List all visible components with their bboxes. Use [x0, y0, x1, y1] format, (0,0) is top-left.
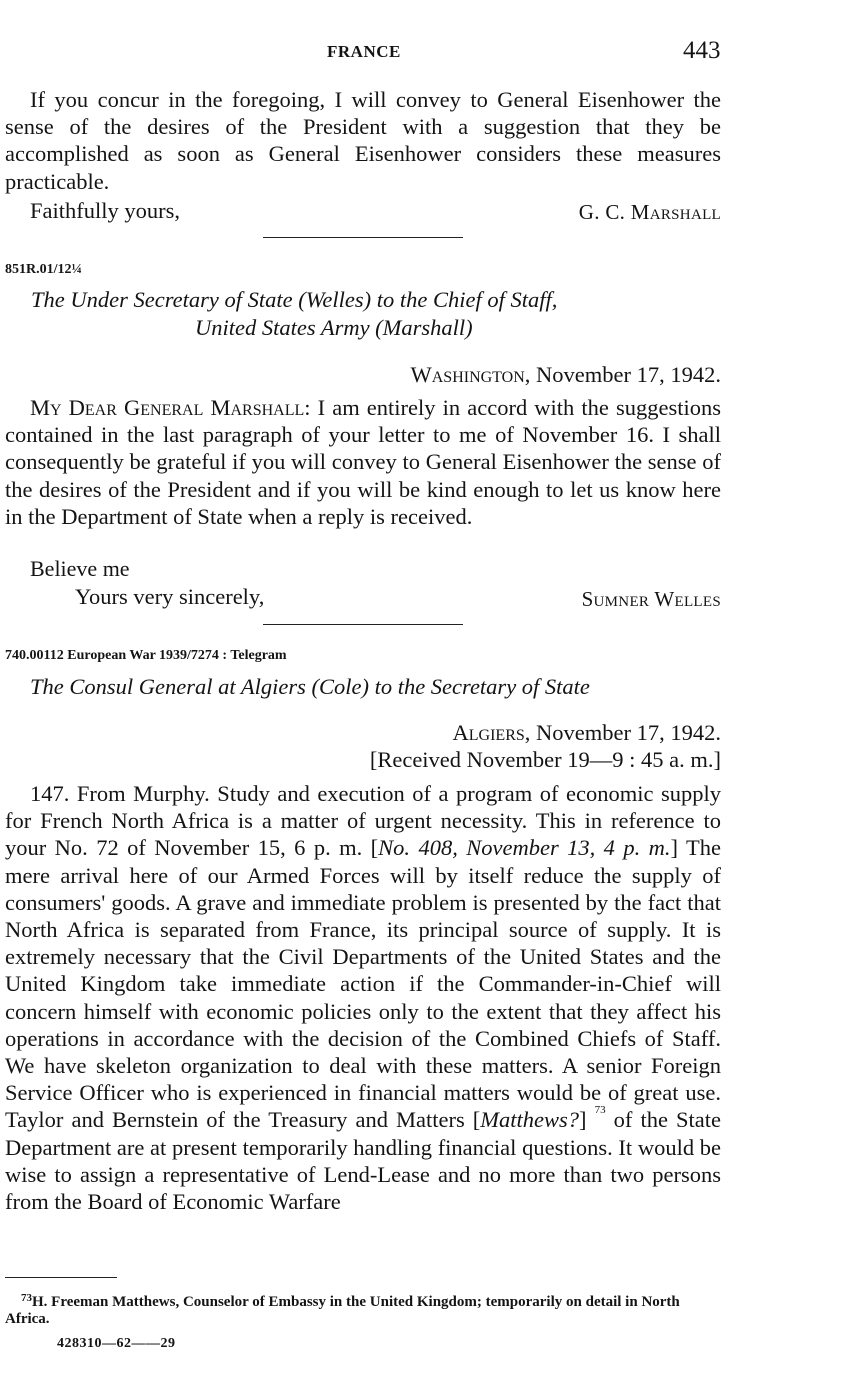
place: Washington [410, 362, 525, 387]
closing-phrase: Faithfully yours, [30, 198, 180, 223]
signature: Sumner Welles [581, 587, 721, 611]
editorial-insert: Matthews? [480, 1107, 580, 1133]
printer-code: 428310—62——29 [57, 1336, 176, 1351]
date: , November 17, 1942. [524, 720, 721, 745]
document-title-line1: The Under Secretary of State (Welles) to the Chief of Staff, [31, 287, 558, 312]
dateline [411, 362, 722, 388]
file-reference: 740.00112 European War 1939/7274 : Telegram [5, 648, 287, 663]
footnote-reference[interactable]: 73 [594, 1104, 606, 1117]
document-title: The Consul General at Algiers (Cole) to the Secretary of State [30, 674, 590, 699]
dateline [453, 720, 721, 746]
footnote-text: H. Freeman Matthews, Counselor of Embassy in the United Kingdom; temporarily on detail in North Africa. [5, 1294, 680, 1327]
document-title-line2: United States Army (Marshall) [195, 315, 473, 340]
footnote [5, 1294, 721, 1328]
section-divider [263, 624, 463, 625]
footnote-marker: 73 [21, 1292, 32, 1304]
place: Algiers [452, 720, 525, 745]
salutation: My Dear General Marshall: [30, 395, 311, 420]
closing-line1: Believe me [30, 556, 130, 581]
running-header-title: FRANCE [327, 42, 401, 61]
received-line: [Received November 19—9 : 45 a. m.] [369, 747, 721, 772]
letter-body [5, 394, 721, 530]
date: , November 17, 1942. [524, 362, 721, 387]
section-divider [263, 237, 463, 238]
paragraph-text: If you concur in the foregoing, I will convey to General Eisenhower the sense of the desires of the President with a suggestion that they be accomplished as soon as General Eisenhower considers these measures practicable. [5, 87, 721, 194]
body-text: 147. From Murphy. Study and execution of a program of economic supply for French North Africa is a matter of urgent necessity. This in reference to your No. 72 of November 15, 6 p. m. [ [5, 781, 721, 861]
body-text: I am entirely in accord with the suggestions contained in the last paragraph of your letter to me of November 16. I shall consequently be grateful if you will convey to General Eisenhower the sense of the desires of the President and if you will be kind enough to let us know here in the Department of State when a reply is received. [5, 395, 721, 529]
editorial-insert: No. 408, November 13, 4 p. m. [378, 835, 671, 861]
signature: G. C. Marshall [578, 200, 721, 224]
closing-line2: Yours very sincerely, [75, 584, 265, 609]
file-reference: 851R.01/12¼ [5, 262, 82, 277]
letter-closing-paragraph [5, 86, 721, 195]
body-text: of the State Department are at present temporarily handling financial questions. It would be wise to assign a representative of Lend-Lease and no more than two persons from the Board of Economic Warfare [5, 1107, 721, 1215]
telegram-body [5, 780, 721, 1215]
footnote-divider [5, 1277, 117, 1278]
page-number: 443 [683, 37, 721, 64]
body-text: ] The mere arrival here of our Armed Forces will by itself reduce the supply of consumers' goods. A grave and immediate problem is presented by the fact that North Africa is separated from France, its principal source of supply. It is extremely necessary that the Civil Departments of the United States and the United Kingdom take immediate action if the Commander-in-Chief will concern himself with economic policies only to the extent that they affect his operations in accordance with the decision of the Combined Chiefs of Staff. We have skeleton organization to deal with these matters. A senior Foreign Service Officer who is experienced in financial matters would be of great use. Taylor and Bernstein of the Treasury and Matters [ [5, 835, 721, 1133]
body-text: ] [579, 1107, 587, 1133]
